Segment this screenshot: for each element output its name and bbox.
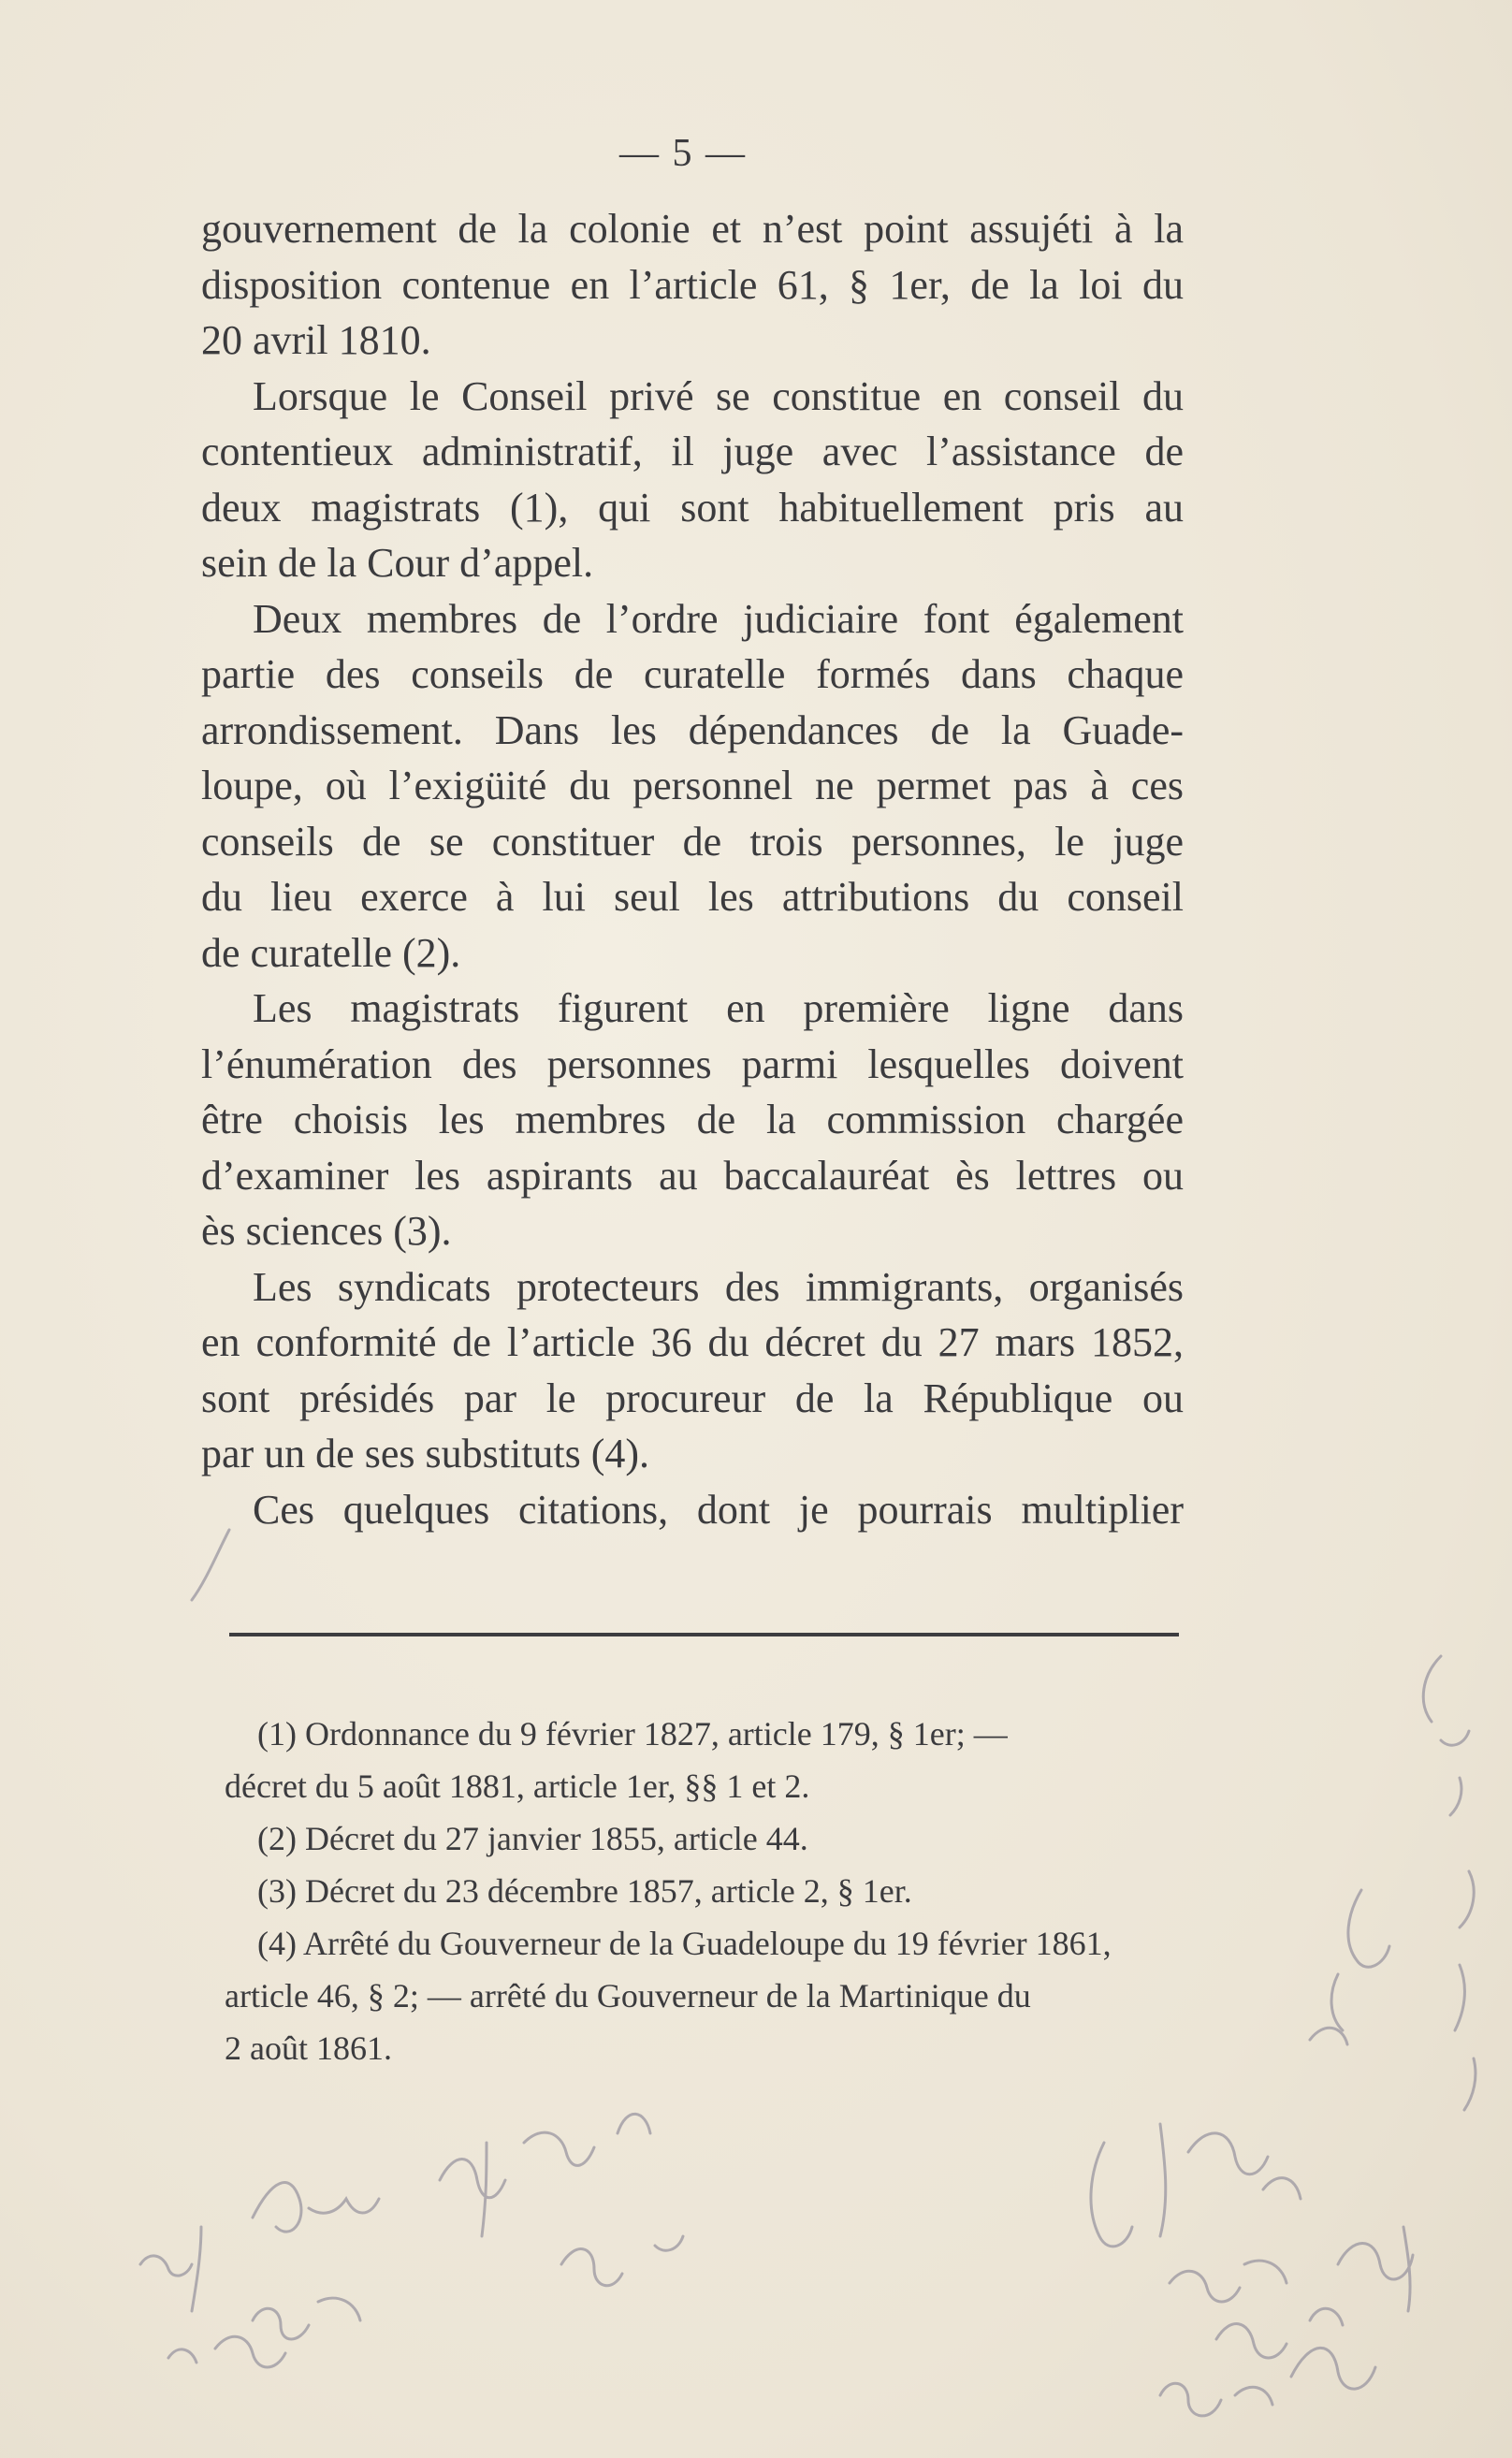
- body-line: en conformité de l’article 36 du décret du 27 mars 1852,: [201, 1319, 1184, 1365]
- footnote-line: décret du 5 août 1881, article 1er, §§ 1 et 2.: [225, 1767, 810, 1805]
- body-line: Les magistrats figurent en première ligne dans: [253, 985, 1184, 1031]
- footnote-line: article 46, § 2; — arrêté du Gouverneur de la Martinique du: [225, 1977, 1031, 2014]
- body-line: Les syndicats protecteurs des immigrants, organisés: [253, 1263, 1184, 1310]
- body-line: conseils de se constituer de trois personnes, le juge: [201, 818, 1184, 865]
- footnote-line: 2 août 1861.: [225, 2029, 392, 2067]
- page-number: — 5 —: [619, 132, 747, 175]
- body-line: être choisis les membres de la commission chargée: [201, 1097, 1184, 1142]
- body-line: 20 avril 1810.: [201, 317, 431, 363]
- body-line: par un de ses substituts (4).: [201, 1431, 650, 1476]
- body-line: Lorsque le Conseil privé se constitue en conseil du: [253, 372, 1184, 419]
- footnote-line: (4) Arrêté du Gouverneur de la Guadeloupe du 19 février 1861,: [257, 1925, 1112, 1962]
- body-text: [201, 201, 1184, 1537]
- footnote-separator-rule: [229, 1633, 1179, 1636]
- footnote-line: (2) Décret du 27 janvier 1855, article 44.: [257, 1820, 808, 1857]
- footnote-line: (3) Décret du 23 décembre 1857, article 2, § 1er.: [257, 1872, 912, 1910]
- body-line: arrondissement. Dans les dépendances de la Guade-: [201, 706, 1184, 753]
- body-line: disposition contenue en l’article 61, § 1er, de la loi du: [201, 261, 1184, 308]
- body-line: Deux membres de l’ordre judiciaire font également: [253, 595, 1184, 642]
- body-line: sont présidés par le procureur de la République ou: [201, 1374, 1184, 1421]
- body-line: gouvernement de la colonie et n’est point assujéti à la: [201, 206, 1184, 252]
- body-line: sein de la Cour d’appel.: [201, 540, 594, 586]
- body-line: partie des conseils de curatelle formés dans chaque: [201, 651, 1184, 697]
- body-line: loupe, où l’exigüité du personnel ne permet pas à ces: [201, 763, 1184, 808]
- body-line: ès sciences (3).: [201, 1208, 452, 1254]
- body-line: de curatelle (2).: [201, 929, 461, 976]
- body-line: du lieu exerce à lui seul les attributions du conseil: [201, 874, 1184, 920]
- body-line: contentieux administratif, il juge avec l’assistance de: [201, 429, 1184, 474]
- body-line: d’examiner les aspirants au baccalauréat ès lettres ou: [201, 1152, 1184, 1199]
- body-line: l’énumération des personnes parmi lesquelles doivent: [201, 1040, 1184, 1087]
- footnote-line: (1) Ordonnance du 9 février 1827, article 179, § 1er; —: [257, 1715, 1008, 1753]
- body-line: Ces quelques citations, dont je pourrais multiplier: [253, 1486, 1184, 1533]
- body-line: deux magistrats (1), qui sont habituellement pris au: [201, 484, 1184, 531]
- footnotes: [225, 1708, 1198, 2074]
